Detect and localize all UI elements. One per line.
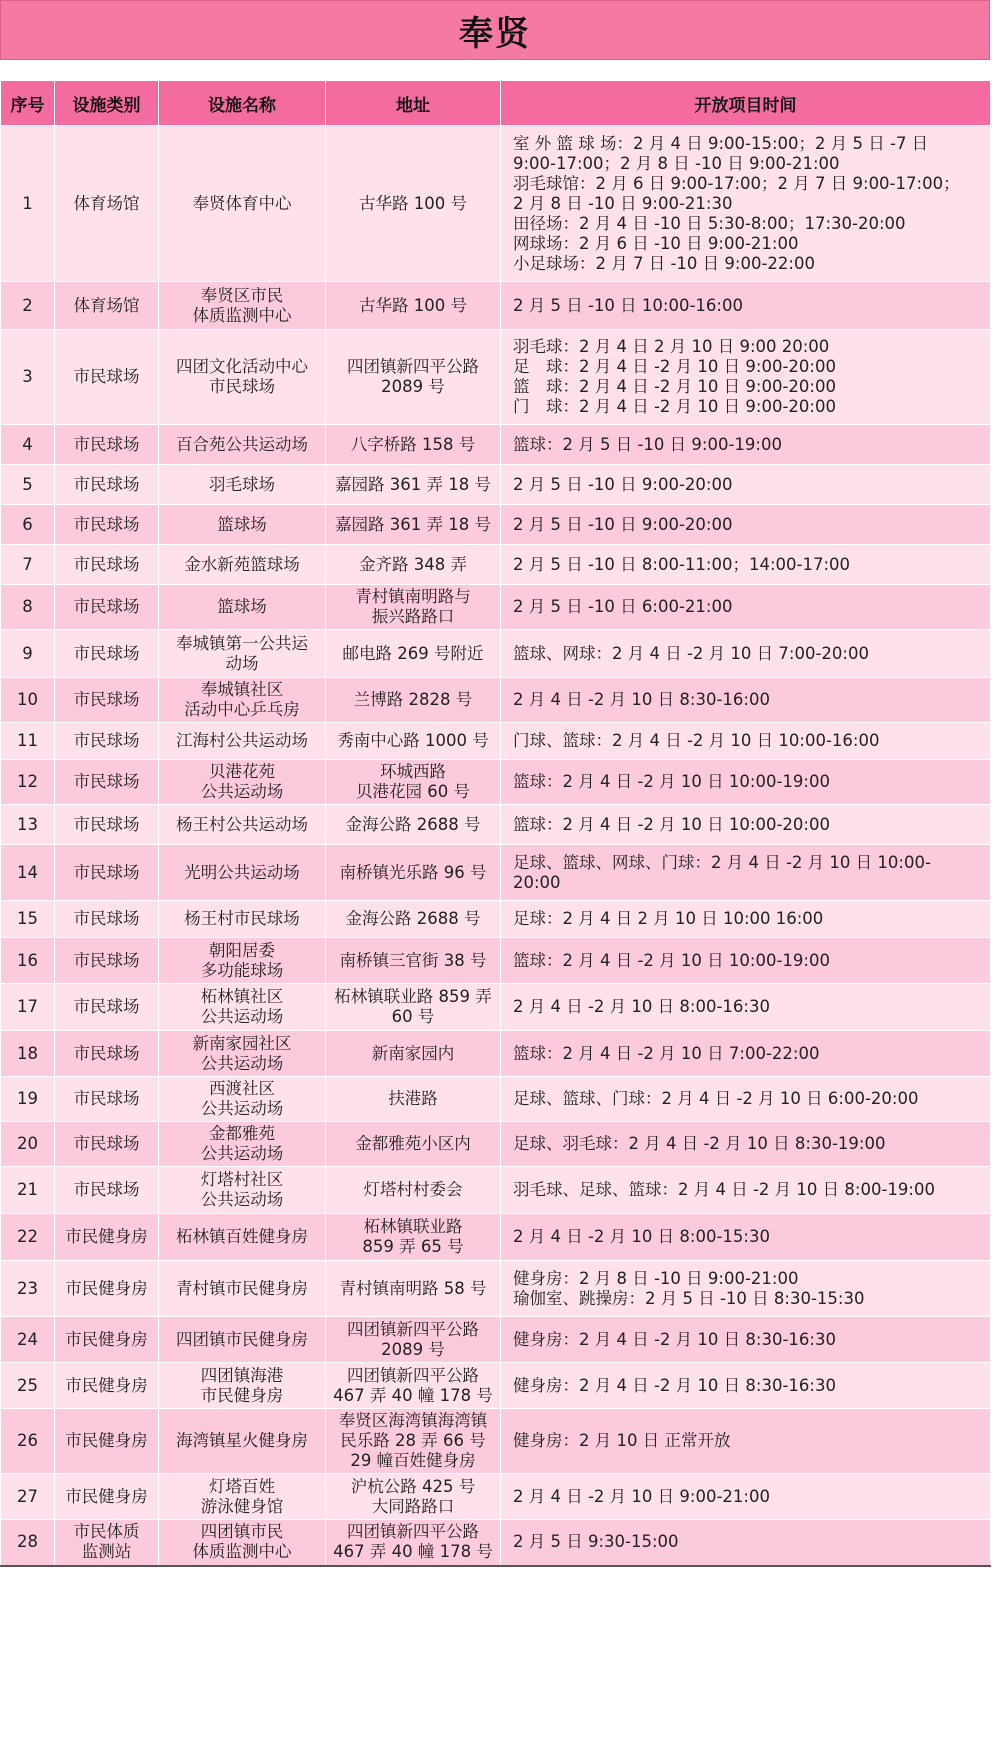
cell-facility-name-line: 贝港花苑 xyxy=(209,762,275,781)
cell-category: 市民健身房 xyxy=(55,1363,159,1409)
cell-category: 市民球场 xyxy=(55,330,159,425)
cell-facility-name-line: 四团文化活动中心 xyxy=(176,357,308,376)
cell-hours-line: 足球、篮球、门球：2 月 4 日 -2 月 10 日 6:00-20:00 xyxy=(513,1089,919,1108)
cell-hours xyxy=(501,1317,991,1363)
cell-address-line: 嘉园路 361 弄 18 号 xyxy=(335,474,491,494)
cell-address xyxy=(326,282,501,330)
cell-category: 市民球场 xyxy=(55,901,159,938)
cell-hours xyxy=(501,723,991,760)
cell-address-line: 2089 号 xyxy=(381,1339,445,1359)
cell-no: 23 xyxy=(1,1261,55,1317)
cell-address-line: 兰博路 2828 号 xyxy=(353,690,473,709)
cell-no: 8 xyxy=(1,585,55,630)
cell-category-line: 监测站 xyxy=(81,1542,132,1562)
cell-facility-name xyxy=(159,282,326,330)
cell-hours-line: 2 月 4 日 -2 月 10 日 8:30-16:00 xyxy=(513,690,770,709)
cell-hours xyxy=(501,1363,991,1409)
cell-hours xyxy=(501,901,991,938)
cell-category: 市民健身房 xyxy=(55,1214,159,1261)
cell-facility-name-line: 篮球场 xyxy=(217,514,267,534)
cell-address-line: 沪杭公路 425 号 xyxy=(350,1476,476,1496)
cell-facility-name-line: 柘林镇百姓健身房 xyxy=(176,1227,308,1246)
cell-address-line: 贝港花园 60 号 xyxy=(356,782,470,801)
header-category: 设施类别 xyxy=(55,81,159,126)
cell-hours-line: 篮球、网球：2 月 4 日 -2 月 10 日 7:00-20:00 xyxy=(513,643,869,663)
cell-facility-name-line: 金水新苑篮球场 xyxy=(184,554,300,574)
table-row xyxy=(1,126,991,282)
cell-facility-name-line: 公共运动场 xyxy=(200,1190,284,1209)
cell-no: 2 xyxy=(1,282,55,330)
cell-hours xyxy=(501,1520,991,1566)
cell-no: 21 xyxy=(1,1167,55,1214)
cell-hours xyxy=(501,585,991,630)
cell-facility-name-line: 公共运动场 xyxy=(200,782,284,801)
cell-facility-name xyxy=(159,545,326,585)
cell-address-line: 南桥镇光乐路 96 号 xyxy=(339,862,487,882)
cell-address xyxy=(326,1317,501,1363)
cell-hours-line: 2 月 4 日 -2 月 10 日 9:00-21:00 xyxy=(513,1486,770,1506)
cell-hours xyxy=(501,465,991,505)
header-hours: 开放项目时间 xyxy=(501,81,991,126)
cell-address-line: 金都雅苑小区内 xyxy=(355,1134,471,1153)
cell-hours-line: 健身房：2 月 10 日 正常开放 xyxy=(513,1431,731,1450)
cell-facility-name xyxy=(159,1167,326,1214)
cell-facility-name xyxy=(159,805,326,845)
cell-hours xyxy=(501,1409,991,1474)
cell-facility-name-line: 市民球场 xyxy=(209,377,275,396)
cell-facility-name-line: 杨王村市民球场 xyxy=(184,909,300,928)
cell-hours-line: 足 球：2 月 4 日 -2 月 10 日 9:00-20:00 xyxy=(513,357,836,376)
cell-hours-line: 网球场：2 月 6 日 -10 日 9:00-21:00 xyxy=(513,233,799,253)
cell-no: 9 xyxy=(1,630,55,678)
table-row xyxy=(1,630,991,678)
cell-facility-name-line: 四团镇市民 xyxy=(200,1522,284,1542)
cell-address xyxy=(326,1167,501,1214)
cell-facility-name-line: 新南家园社区 xyxy=(192,1033,292,1053)
cell-hours-line: 健身房：2 月 8 日 -10 日 9:00-21:00 xyxy=(513,1268,799,1288)
cell-category: 市民球场 xyxy=(55,1077,159,1122)
cell-address-line: 金海公路 2688 号 xyxy=(345,909,481,928)
facility-table xyxy=(0,80,991,1567)
cell-hours xyxy=(501,630,991,678)
cell-address-line: 金齐路 348 弄 xyxy=(359,554,467,574)
table-row xyxy=(1,901,991,938)
cell-facility-name xyxy=(159,1214,326,1261)
cell-hours-line: 20:00 xyxy=(513,872,561,892)
cell-category: 体育场馆 xyxy=(55,126,159,282)
cell-facility-name-line: 多功能球场 xyxy=(200,960,284,980)
cell-no: 14 xyxy=(1,845,55,901)
header-address: 地址 xyxy=(326,81,501,126)
cell-hours xyxy=(501,984,991,1031)
cell-hours-line: 篮 球：2 月 4 日 -2 月 10 日 9:00-20:00 xyxy=(513,377,836,396)
cell-address-line: 青村镇南明路 58 号 xyxy=(339,1278,487,1298)
cell-no: 12 xyxy=(1,760,55,805)
table-row xyxy=(1,805,991,845)
cell-hours-line: 足球：2 月 4 日 2 月 10 日 10:00 16:00 xyxy=(513,909,824,928)
cell-address-line: 859 弄 65 号 xyxy=(362,1237,464,1256)
cell-address-line: 柘林镇联业路 xyxy=(363,1217,463,1236)
cell-facility-name-line: 市民健身房 xyxy=(200,1385,284,1405)
table-row xyxy=(1,1167,991,1214)
cell-no: 22 xyxy=(1,1214,55,1261)
cell-hours-line: 篮球：2 月 4 日 -2 月 10 日 10:00-20:00 xyxy=(513,814,830,834)
cell-address xyxy=(326,678,501,723)
cell-address-line: 青村镇南明路与 xyxy=(355,587,471,606)
cell-facility-name xyxy=(159,938,326,984)
cell-facility-name-line: 公共运动场 xyxy=(200,1053,284,1073)
cell-hours-line: 瑜伽室、跳操房：2 月 5 日 -10 日 8:30-15:30 xyxy=(513,1288,865,1308)
cell-address-line: 灯塔村村委会 xyxy=(363,1180,463,1199)
cell-address-line: 60 号 xyxy=(391,1007,435,1026)
cell-address xyxy=(326,901,501,938)
cell-hours-line: 羽毛球馆：2 月 6 日 9:00-17:00；2 月 7 日 9:00-17:00； xyxy=(513,173,960,193)
cell-category: 体育场馆 xyxy=(55,282,159,330)
cell-no: 13 xyxy=(1,805,55,845)
cell-hours-line: 2 月 5 日 -10 日 10:00-16:00 xyxy=(513,295,743,315)
cell-no: 18 xyxy=(1,1031,55,1077)
table-row xyxy=(1,845,991,901)
cell-no: 6 xyxy=(1,505,55,545)
cell-hours-line: 2 月 8 日 -10 日 9:00-21:30 xyxy=(513,193,733,213)
cell-address-line: 467 弄 40 幢 178 号 xyxy=(333,1385,493,1405)
cell-no: 17 xyxy=(1,984,55,1031)
cell-facility-name xyxy=(159,760,326,805)
cell-hours-line: 2 月 4 日 -2 月 10 日 8:00-16:30 xyxy=(513,997,770,1016)
table-header-row xyxy=(1,81,991,126)
table-row xyxy=(1,1077,991,1122)
cell-address-line: 古华路 100 号 xyxy=(359,295,467,315)
cell-address xyxy=(326,1077,501,1122)
cell-address-line: 扶港路 xyxy=(388,1089,438,1108)
table-row xyxy=(1,1520,991,1566)
cell-facility-name xyxy=(159,1122,326,1167)
cell-facility-name-line: 柘林镇社区 xyxy=(200,987,284,1006)
cell-address xyxy=(326,1122,501,1167)
table-row xyxy=(1,760,991,805)
cell-facility-name xyxy=(159,1031,326,1077)
cell-hours-line: 篮球：2 月 4 日 -2 月 10 日 7:00-22:00 xyxy=(513,1043,820,1063)
cell-no: 15 xyxy=(1,901,55,938)
cell-facility-name-line: 青村镇市民健身房 xyxy=(176,1278,308,1298)
cell-address xyxy=(326,1214,501,1261)
table-row xyxy=(1,1261,991,1317)
cell-address xyxy=(326,126,501,282)
cell-address-line: 四团镇新四平公路 xyxy=(347,1522,479,1542)
cell-category: 市民球场 xyxy=(55,505,159,545)
cell-category: 市民球场 xyxy=(55,1122,159,1167)
cell-address-line: 四团镇新四平公路 xyxy=(347,1365,479,1385)
table-row xyxy=(1,1031,991,1077)
cell-no: 11 xyxy=(1,723,55,760)
cell-category: 市民健身房 xyxy=(55,1317,159,1363)
cell-no: 1 xyxy=(1,126,55,282)
table-row xyxy=(1,1474,991,1520)
cell-facility-name-line: 金都雅苑 xyxy=(209,1124,275,1143)
cell-hours xyxy=(501,425,991,465)
cell-facility-name-line: 西渡社区 xyxy=(209,1079,275,1098)
cell-hours-line: 2 月 5 日 -10 日 9:00-20:00 xyxy=(513,474,733,494)
cell-hours xyxy=(501,330,991,425)
cell-address-line: 邮电路 269 号附近 xyxy=(342,643,484,663)
cell-category: 市民球场 xyxy=(55,723,159,760)
table-row xyxy=(1,678,991,723)
cell-facility-name-line: 公共运动场 xyxy=(200,1007,284,1026)
cell-address xyxy=(326,1520,501,1566)
cell-address-line: 四团镇新四平公路 xyxy=(347,1319,479,1339)
cell-address xyxy=(326,505,501,545)
cell-category: 市民球场 xyxy=(55,425,159,465)
cell-address xyxy=(326,845,501,901)
cell-hours xyxy=(501,126,991,282)
table-row xyxy=(1,1363,991,1409)
cell-category: 市民球场 xyxy=(55,805,159,845)
cell-facility-name-line: 体质监测中心 xyxy=(192,305,292,325)
cell-address-line: 民乐路 28 弄 66 号 xyxy=(340,1431,486,1450)
cell-facility-name xyxy=(159,845,326,901)
cell-category: 市民健身房 xyxy=(55,1261,159,1317)
cell-hours xyxy=(501,545,991,585)
cell-category-line: 市民体质 xyxy=(73,1522,140,1542)
cell-hours xyxy=(501,505,991,545)
header-no: 序号 xyxy=(1,81,55,126)
cell-category: 市民球场 xyxy=(55,984,159,1031)
cell-hours-line: 健身房：2 月 4 日 -2 月 10 日 8:30-16:30 xyxy=(513,1375,836,1395)
cell-hours xyxy=(501,678,991,723)
cell-address xyxy=(326,630,501,678)
cell-address-line: 四团镇新四平公路 xyxy=(347,357,479,376)
page-title: 奉贤 xyxy=(0,0,990,60)
cell-facility-name xyxy=(159,505,326,545)
cell-no: 26 xyxy=(1,1409,55,1474)
cell-category: 市民球场 xyxy=(55,545,159,585)
cell-no: 3 xyxy=(1,330,55,425)
table-row xyxy=(1,723,991,760)
cell-facility-name xyxy=(159,1474,326,1520)
cell-category: 市民健身房 xyxy=(55,1409,159,1474)
cell-hours xyxy=(501,938,991,984)
cell-facility-name xyxy=(159,1363,326,1409)
cell-facility-name xyxy=(159,425,326,465)
cell-facility-name xyxy=(159,1077,326,1122)
table-row xyxy=(1,282,991,330)
cell-hours-line: 小足球场：2 月 7 日 -10 日 9:00-22:00 xyxy=(513,253,815,273)
cell-facility-name xyxy=(159,901,326,938)
cell-no: 4 xyxy=(1,425,55,465)
cell-hours-line: 2 月 5 日 -10 日 8:00-11:00；14:00-17:00 xyxy=(513,554,851,574)
table-row xyxy=(1,1317,991,1363)
table-row xyxy=(1,425,991,465)
cell-facility-name-line: 活动中心乒乓房 xyxy=(184,700,300,719)
cell-hours-line: 田径场：2 月 4 日 -10 日 5:30-8:00；17:30-20:00 xyxy=(513,213,906,233)
cell-category: 市民球场 xyxy=(55,678,159,723)
cell-address xyxy=(326,1474,501,1520)
cell-facility-name xyxy=(159,126,326,282)
cell-address-line: 大同路路口 xyxy=(371,1496,455,1516)
cell-address xyxy=(326,723,501,760)
cell-address-line: 环城西路 xyxy=(380,762,446,781)
cell-address-line: 八字桥路 158 号 xyxy=(350,434,476,454)
cell-no: 16 xyxy=(1,938,55,984)
cell-address xyxy=(326,1031,501,1077)
table-body xyxy=(1,126,991,1566)
cell-facility-name-line: 光明公共运动场 xyxy=(184,862,300,882)
table-row xyxy=(1,585,991,630)
table-row xyxy=(1,984,991,1031)
cell-hours-line: 篮球：2 月 5 日 -10 日 9:00-19:00 xyxy=(513,434,782,454)
cell-facility-name xyxy=(159,984,326,1031)
cell-facility-name xyxy=(159,678,326,723)
cell-hours xyxy=(501,845,991,901)
cell-hours xyxy=(501,760,991,805)
cell-facility-name xyxy=(159,585,326,630)
cell-address xyxy=(326,585,501,630)
cell-hours xyxy=(501,1077,991,1122)
cell-facility-name xyxy=(159,1520,326,1566)
cell-hours-line: 2 月 4 日 -2 月 10 日 8:00-15:30 xyxy=(513,1227,770,1246)
table-row xyxy=(1,938,991,984)
cell-category: 市民健身房 xyxy=(55,1474,159,1520)
cell-no: 27 xyxy=(1,1474,55,1520)
cell-category: 市民球场 xyxy=(55,938,159,984)
cell-no: 10 xyxy=(1,678,55,723)
cell-hours-line: 2 月 5 日 -10 日 9:00-20:00 xyxy=(513,514,733,534)
cell-facility-name xyxy=(159,330,326,425)
cell-no: 25 xyxy=(1,1363,55,1409)
cell-hours-line: 门球、篮球：2 月 4 日 -2 月 10 日 10:00-16:00 xyxy=(513,731,880,750)
cell-facility-name-line: 杨王村公共运动场 xyxy=(176,814,308,834)
cell-address-line: 新南家园内 xyxy=(371,1043,455,1063)
cell-facility-name-line: 奉贤体育中心 xyxy=(192,193,292,213)
cell-no: 5 xyxy=(1,465,55,505)
cell-category: 市民球场 xyxy=(55,845,159,901)
cell-address-line: 嘉园路 361 弄 18 号 xyxy=(335,514,491,534)
cell-address xyxy=(326,425,501,465)
table-row xyxy=(1,505,991,545)
cell-address-line: 奉贤区海湾镇海湾镇 xyxy=(338,1411,488,1430)
cell-hours-line: 健身房：2 月 4 日 -2 月 10 日 8:30-16:30 xyxy=(513,1329,836,1349)
cell-facility-name-line: 奉城镇第一公共运 xyxy=(176,633,308,653)
table-row xyxy=(1,545,991,585)
cell-address xyxy=(326,760,501,805)
cell-hours-line: 足球、篮球、网球、门球：2 月 4 日 -2 月 10 日 10:00- xyxy=(513,852,931,872)
cell-hours-line: 羽毛球：2 月 4 日 2 月 10 日 9:00 20:00 xyxy=(513,337,830,356)
cell-facility-name-line: 篮球场 xyxy=(217,597,267,616)
cell-address xyxy=(326,1409,501,1474)
table-row xyxy=(1,1122,991,1167)
cell-no: 20 xyxy=(1,1122,55,1167)
cell-address-line: 29 幢百姓健身房 xyxy=(350,1451,476,1470)
cell-hours-line: 门 球：2 月 4 日 -2 月 10 日 9:00-20:00 xyxy=(513,397,836,416)
cell-hours-line: 羽毛球、足球、篮球：2 月 4 日 -2 月 10 日 8:00-19:00 xyxy=(513,1180,935,1199)
cell-category: 市民球场 xyxy=(55,465,159,505)
cell-hours xyxy=(501,1474,991,1520)
cell-no: 28 xyxy=(1,1520,55,1566)
cell-address-line: 振兴路路口 xyxy=(371,607,455,626)
cell-category: 市民球场 xyxy=(55,585,159,630)
cell-facility-name-line: 羽毛球场 xyxy=(209,474,275,494)
cell-hours xyxy=(501,1261,991,1317)
cell-address-line: 秀南中心路 1000 号 xyxy=(337,731,489,750)
cell-facility-name xyxy=(159,1261,326,1317)
cell-no: 24 xyxy=(1,1317,55,1363)
cell-facility-name-line: 体质监测中心 xyxy=(192,1542,292,1562)
cell-facility-name xyxy=(159,630,326,678)
cell-address-line: 467 弄 40 幢 178 号 xyxy=(333,1542,493,1562)
table-row xyxy=(1,330,991,425)
cell-address-line: 南桥镇三官街 38 号 xyxy=(339,950,487,970)
cell-address xyxy=(326,1261,501,1317)
cell-facility-name-line: 奉贤区市民 xyxy=(200,285,284,305)
cell-address xyxy=(326,1363,501,1409)
cell-facility-name xyxy=(159,1409,326,1474)
cell-address xyxy=(326,984,501,1031)
cell-facility-name-line: 动场 xyxy=(225,653,259,673)
header-name: 设施名称 xyxy=(159,81,326,126)
cell-address-line: 2089 号 xyxy=(381,377,445,396)
cell-facility-name-line: 公共运动场 xyxy=(200,1099,284,1118)
cell-hours-line: 室 外 篮 球 场：2 月 4 日 9:00-15:00；2 月 5 日 -7 日 xyxy=(513,133,929,153)
cell-hours-line: 2 月 5 日 -10 日 6:00-21:00 xyxy=(513,597,733,616)
cell-facility-name-line: 灯塔百姓 xyxy=(209,1476,275,1496)
cell-facility-name-line: 四团镇海港 xyxy=(200,1365,284,1385)
cell-facility-name-line: 江海村公共运动场 xyxy=(176,731,308,750)
cell-hours xyxy=(501,1214,991,1261)
cell-address xyxy=(326,805,501,845)
cell-category: 市民球场 xyxy=(55,1167,159,1214)
cell-category: 市民球场 xyxy=(55,630,159,678)
cell-address-line: 金海公路 2688 号 xyxy=(345,814,481,834)
cell-facility-name xyxy=(159,1317,326,1363)
cell-hours xyxy=(501,282,991,330)
cell-hours xyxy=(501,1031,991,1077)
cell-category: 市民球场 xyxy=(55,1031,159,1077)
cell-hours-line: 篮球：2 月 4 日 -2 月 10 日 10:00-19:00 xyxy=(513,950,830,970)
cell-facility-name xyxy=(159,465,326,505)
cell-address xyxy=(326,545,501,585)
cell-facility-name xyxy=(159,723,326,760)
cell-hours xyxy=(501,1122,991,1167)
cell-address xyxy=(326,465,501,505)
cell-facility-name-line: 海湾镇星火健身房 xyxy=(176,1431,308,1450)
cell-address xyxy=(326,938,501,984)
cell-facility-name-line: 游泳健身馆 xyxy=(200,1496,284,1516)
cell-address xyxy=(326,330,501,425)
cell-hours-line: 2 月 5 日 9:30-15:00 xyxy=(513,1532,679,1552)
cell-facility-name-line: 朝阳居委 xyxy=(209,940,275,960)
cell-no: 19 xyxy=(1,1077,55,1122)
cell-hours xyxy=(501,805,991,845)
cell-category xyxy=(55,1520,159,1566)
cell-facility-name-line: 四团镇市民健身房 xyxy=(176,1329,308,1349)
table-row xyxy=(1,1409,991,1474)
cell-facility-name-line: 百合苑公共运动场 xyxy=(176,434,308,454)
table-row xyxy=(1,465,991,505)
cell-address-line: 柘林镇联业路 859 弄 xyxy=(334,987,492,1006)
table-row xyxy=(1,1214,991,1261)
cell-hours-line: 足球、羽毛球：2 月 4 日 -2 月 10 日 8:30-19:00 xyxy=(513,1134,886,1153)
cell-hours xyxy=(501,1167,991,1214)
cell-facility-name-line: 公共运动场 xyxy=(200,1144,284,1163)
cell-hours-line: 篮球：2 月 4 日 -2 月 10 日 10:00-19:00 xyxy=(513,772,830,791)
cell-address-line: 古华路 100 号 xyxy=(359,193,467,213)
cell-category: 市民球场 xyxy=(55,760,159,805)
cell-facility-name-line: 奉城镇社区 xyxy=(200,680,284,699)
cell-hours-line: 9:00-17:00；2 月 8 日 -10 日 9:00-21:00 xyxy=(513,153,840,173)
cell-no: 7 xyxy=(1,545,55,585)
cell-facility-name-line: 灯塔村社区 xyxy=(200,1170,284,1189)
